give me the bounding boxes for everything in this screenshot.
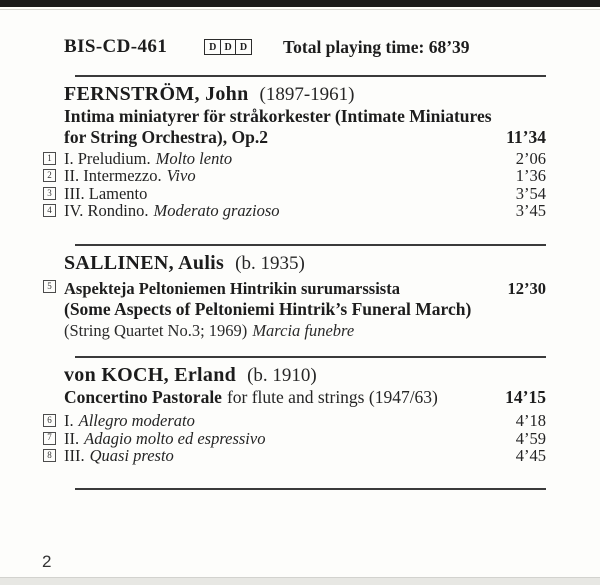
scan-edge-shadow bbox=[0, 9, 600, 10]
track-row bbox=[47, 278, 546, 299]
track-number-box: 6 bbox=[43, 414, 56, 427]
track-name: III. bbox=[64, 446, 85, 466]
tracklist-page bbox=[47, 36, 546, 490]
track-tempo: Molto lento bbox=[155, 149, 233, 168]
track-time: 4’59 bbox=[515, 428, 546, 448]
scan-edge-top-bar bbox=[0, 0, 600, 7]
work-duration: 11’34 bbox=[506, 126, 546, 147]
section-sallinen bbox=[47, 251, 546, 342]
track-name: III. Lamento bbox=[64, 183, 148, 203]
track-title bbox=[64, 185, 160, 202]
tracklist bbox=[47, 149, 546, 221]
work-subtitle: for flute and strings (1947/63) bbox=[226, 387, 438, 408]
track-number-box: 3 bbox=[43, 187, 56, 200]
page-header bbox=[64, 36, 546, 58]
work-title bbox=[64, 106, 546, 147]
catalog-number: BIS-CD-461 bbox=[64, 36, 168, 57]
ddd-box-icon: D bbox=[235, 39, 252, 55]
composer-name: FERNSTRÖM, John bbox=[64, 83, 249, 105]
work-title-line1: Intima miniatyrer för stråkorkester (Intimate Miniatures bbox=[64, 106, 492, 126]
ddd-logo bbox=[204, 39, 252, 55]
work-title-line2: for String Orchestra), Op.2 bbox=[64, 126, 268, 147]
work-detail bbox=[64, 320, 546, 341]
work-title: Concertino Pastorale bbox=[64, 387, 222, 408]
section-fernstrom bbox=[47, 83, 546, 221]
track-number-box: 5 bbox=[43, 280, 56, 293]
ddd-box-icon: D bbox=[220, 39, 237, 55]
track-time: 4’45 bbox=[515, 446, 546, 466]
track-number-box: 4 bbox=[43, 204, 56, 217]
track-name: I. Preludium. bbox=[64, 149, 151, 168]
track-row bbox=[47, 428, 546, 448]
track-name: II. bbox=[64, 428, 80, 448]
section-von-koch bbox=[47, 364, 546, 466]
track-number-box: 8 bbox=[43, 449, 56, 462]
section-divider bbox=[75, 488, 546, 490]
work-duration: 14’15 bbox=[505, 387, 546, 408]
work-detail-text: (String Quartet No.3; 1969) bbox=[64, 321, 248, 341]
work-detail-tempo: Marcia funebre bbox=[252, 321, 355, 341]
track-row bbox=[47, 446, 546, 466]
track-title bbox=[64, 447, 182, 465]
work-subtitle: (Some Aspects of Peltoniemi Hintrik’s Funeral March) bbox=[64, 298, 472, 319]
total-playing-time: Total playing time: 68’39 bbox=[283, 36, 470, 57]
composer-dates: (1897-1961) bbox=[259, 84, 355, 105]
work-title-row bbox=[64, 387, 546, 408]
track-number-box: 7 bbox=[43, 432, 56, 445]
track-time: 3’54 bbox=[515, 183, 546, 203]
track-tempo: Adagio molto ed espressivo bbox=[84, 428, 266, 448]
section-divider bbox=[75, 244, 546, 246]
track-title bbox=[64, 412, 203, 430]
track-row bbox=[47, 183, 546, 203]
track-tempo: Vivo bbox=[166, 166, 196, 186]
work-duration: 12’30 bbox=[507, 278, 546, 298]
track-title bbox=[64, 202, 288, 219]
track-tempo: Quasi presto bbox=[89, 446, 174, 466]
composer-dates: (b. 1935) bbox=[235, 252, 305, 274]
track-number-box: 2 bbox=[43, 169, 56, 182]
track-number-box: 1 bbox=[43, 152, 56, 165]
track-row bbox=[47, 201, 546, 221]
section-divider bbox=[75, 75, 546, 77]
track-time: 1’36 bbox=[515, 166, 546, 186]
composer-heading bbox=[64, 83, 546, 106]
composer-name: von KOCH, Erland bbox=[64, 364, 237, 387]
composer-name: SALLINEN, Aulis bbox=[64, 251, 225, 274]
track-tempo: Allegro moderato bbox=[78, 411, 195, 431]
composer-heading bbox=[64, 364, 546, 387]
track-time: 4’18 bbox=[515, 411, 546, 431]
track-time: 2’06 bbox=[515, 149, 546, 168]
track-name: I. bbox=[64, 411, 74, 431]
section-divider bbox=[75, 356, 546, 358]
scan-edge-bottom-bar bbox=[0, 577, 600, 585]
track-tempo: Moderato grazioso bbox=[153, 201, 280, 221]
track-name: IV. Rondino. bbox=[64, 201, 149, 221]
track-time: 3’45 bbox=[515, 201, 546, 221]
track-title bbox=[64, 430, 273, 448]
track-row bbox=[47, 411, 546, 431]
composer-heading bbox=[64, 252, 546, 275]
track-title bbox=[64, 150, 240, 167]
page-number: 2 bbox=[42, 552, 52, 571]
work-title-line2-row bbox=[64, 127, 546, 148]
track-title bbox=[64, 167, 204, 184]
track-name: II. Intermezzo. bbox=[64, 166, 162, 186]
track-row bbox=[47, 149, 546, 168]
track-title: Aspekteja Peltoniemen Hintrikin surumarssista bbox=[64, 278, 400, 298]
tracklist bbox=[47, 411, 546, 466]
ddd-box-icon: D bbox=[204, 39, 221, 55]
track-row bbox=[47, 166, 546, 186]
composer-dates: (b. 1910) bbox=[247, 365, 317, 387]
